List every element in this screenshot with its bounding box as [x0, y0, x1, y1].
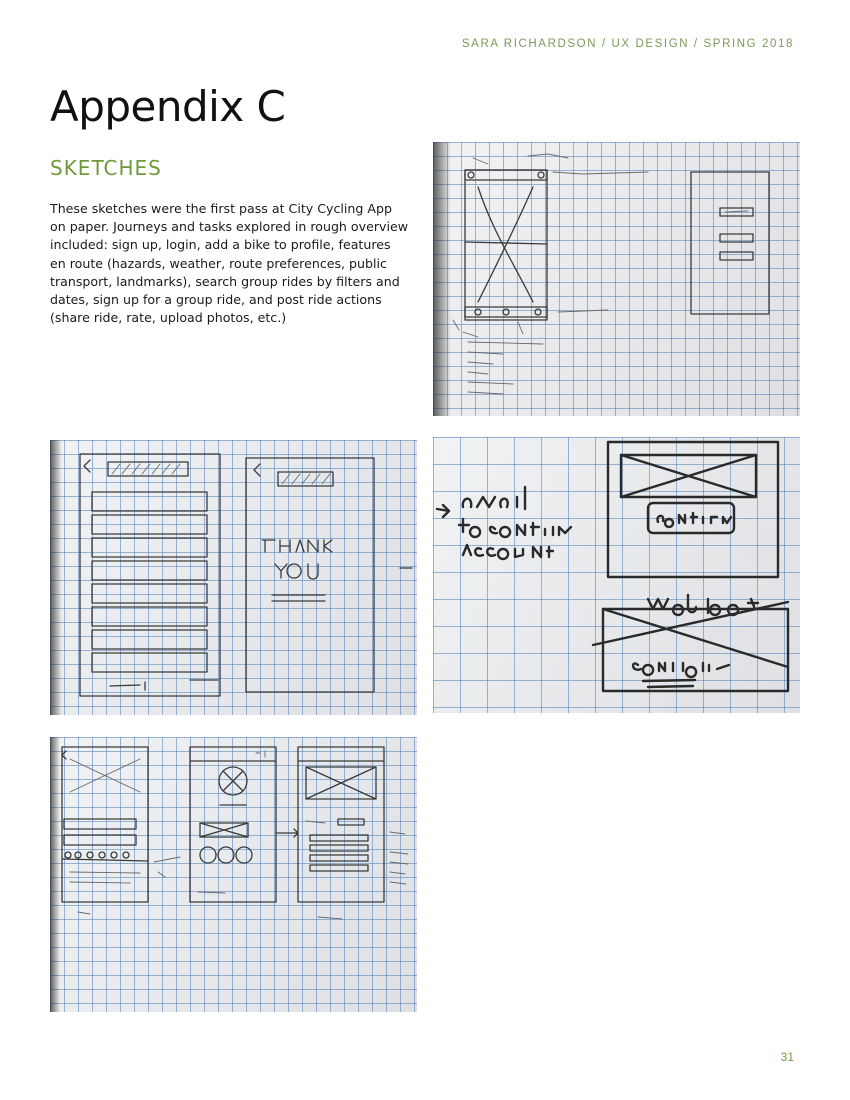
sketch-drawing: [50, 737, 417, 1012]
sketch-drawing: [433, 437, 800, 713]
page-number: 31: [780, 1050, 794, 1064]
section-subtitle: SKETCHES: [50, 156, 162, 180]
running-header: SARA RICHARDSON / UX DESIGN / SPRING 2018: [461, 38, 794, 50]
page-title: Appendix C: [50, 82, 286, 131]
sketch-photo-profile-filters: [50, 737, 417, 1012]
sketch-photo-home-login: [433, 142, 800, 416]
sketch-photo-confirm-account: [433, 437, 800, 713]
sketch-drawing: [50, 440, 417, 715]
sketch-photo-list-thankyou: [50, 440, 417, 715]
sketch-drawing: [433, 142, 800, 416]
intro-paragraph: These sketches were the first pass at City Cycling App on paper. Journeys and tasks explored in rough overview included: sign up, login, add a bike to profile, features en route (hazards, weather, route preferences, public transport, landmarks), search group rides by filters and dates, sign up for a group ride, and post ride actions (share ride, rate, upload photos, etc.): [50, 201, 409, 326]
